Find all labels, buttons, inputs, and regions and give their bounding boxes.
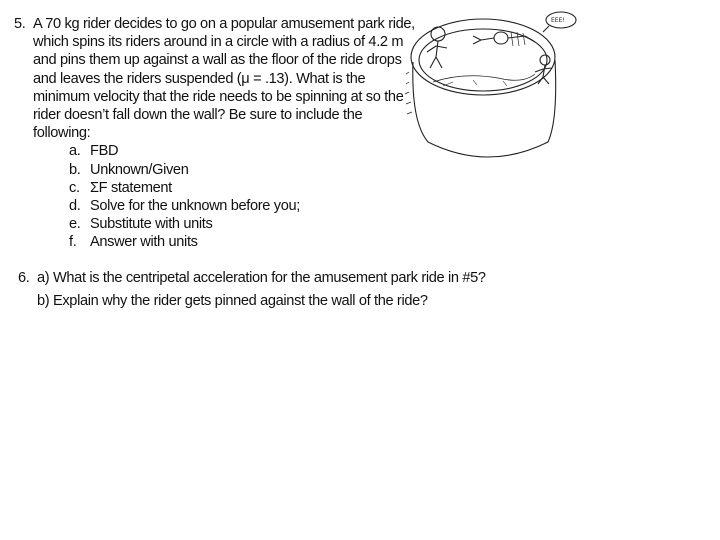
question-5-line: A 70 kg rider decides to go on a popular amusement park ride,	[33, 16, 415, 32]
part-letter: e.	[69, 216, 81, 233]
question-5-parts-list	[33, 142, 404, 251]
question-6-part-b: b) Explain why the rider gets pinned against the wall of the ride?	[37, 293, 428, 309]
list-item	[69, 142, 404, 160]
part-text: Substitute with units	[90, 216, 213, 233]
rotor-ride-icon	[403, 2, 583, 167]
part-text: FBD	[90, 143, 119, 160]
part-text: ΣF statement	[90, 179, 172, 196]
question-5-line: and leaves the riders suspended (μ = .13). What is the	[33, 70, 366, 87]
question-5-line: following:	[33, 125, 91, 142]
list-item	[69, 215, 404, 233]
question-6-part-a: a) What is the centripetal acceleration for the amusement park ride in #5?	[37, 270, 486, 286]
part-text: Unknown/Given	[90, 161, 189, 178]
question-5	[14, 15, 415, 252]
rotor-ride-drawing	[403, 2, 583, 167]
speech-bubble-text: EEE!	[551, 17, 565, 24]
question-5-line: rider doesn’t fall down the wall? Be sure to include the	[33, 107, 363, 124]
question-6-number: 6.	[18, 270, 30, 286]
part-letter: f.	[69, 234, 77, 251]
question-5-line: minimum velocity that the ride needs to be spinning at so the	[33, 88, 404, 105]
list-item	[69, 179, 404, 197]
part-letter: a.	[69, 143, 81, 160]
question-6	[18, 267, 698, 313]
part-letter: d.	[69, 198, 81, 215]
question-5-line: which spins its riders around in a circle with a radius of 4.2 m	[33, 34, 404, 51]
list-item	[69, 233, 404, 251]
question-5-line: and pins them up against a wall as the floor of the ride drops	[33, 52, 402, 69]
part-text: Solve for the unknown before you;	[90, 198, 300, 215]
part-letter: c.	[69, 179, 80, 196]
part-letter: b.	[69, 161, 81, 178]
question-5-body	[33, 15, 415, 252]
list-item	[69, 161, 404, 179]
part-text: Answer with units	[90, 234, 198, 251]
question-5-number: 5.	[14, 16, 26, 32]
list-item	[69, 197, 404, 215]
